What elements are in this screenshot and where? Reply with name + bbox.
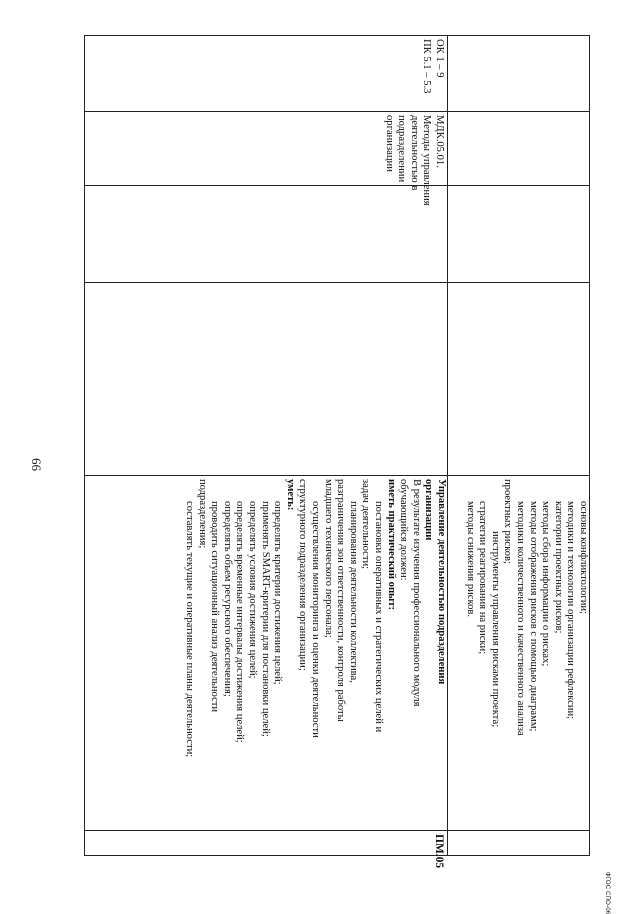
mdk-title-line: подразделении bbox=[396, 115, 408, 183]
mdk-cell bbox=[85, 112, 448, 206]
mdk-code: МДК.05.01. bbox=[434, 115, 445, 168]
empty-cell bbox=[448, 283, 590, 476]
content-line: задач деятельности; bbox=[360, 479, 372, 570]
page-number: 66 bbox=[29, 458, 44, 471]
rotated-table-container bbox=[85, 35, 590, 869]
content-line: постановки оперативных и стратегических целей и bbox=[373, 501, 385, 733]
content-line: проектных рисков; bbox=[502, 479, 514, 564]
competency-pk: ПК 5.1 – 5.3 bbox=[421, 39, 433, 94]
content-line: методики и технологии организации рефлексии; bbox=[565, 501, 577, 720]
content-line: осуществления мониторинга и оценки деятельности bbox=[310, 501, 322, 738]
content-line: структурного подразделения организации; bbox=[297, 479, 309, 671]
content-line: методы сбора информации о рисках; bbox=[540, 501, 552, 667]
content-line: проводить ситуационный анализ деятельности bbox=[209, 501, 221, 713]
module-code-cell bbox=[85, 831, 448, 869]
content-line: определять объем ресурсного обеспечения; bbox=[221, 501, 233, 697]
mdk-title-line: Методы управления bbox=[421, 115, 433, 206]
module-code-cell bbox=[448, 831, 590, 856]
content-line: составлять текущие и оперативные планы деятельности; bbox=[184, 501, 196, 758]
content-line: инструменты управления рисками проекта; bbox=[489, 531, 501, 728]
competency-ok: ОК 1 – 9 bbox=[434, 39, 445, 78]
content-line: разграничения зон ответственности, контроля работы bbox=[335, 479, 347, 722]
content-line: методы отображения рисков с помощью диаграмм; bbox=[527, 501, 539, 732]
content-line: В результате изучения профессионального модуля bbox=[410, 479, 422, 707]
content-line: младшего технического персонала; bbox=[322, 479, 334, 638]
empty-cell bbox=[85, 283, 448, 476]
content-list bbox=[463, 479, 589, 827]
competencies-cell bbox=[85, 36, 448, 112]
content-line: определять условия достижения целей; bbox=[247, 501, 259, 679]
competencies-cell bbox=[448, 36, 590, 112]
section-heading: иметь практический опыт: bbox=[385, 479, 397, 611]
content-line: стратегии реагирования на риски; bbox=[477, 501, 489, 655]
mdk-title-line: деятельностью в bbox=[408, 115, 420, 191]
section-heading: Управление деятельностью подразделения bbox=[436, 479, 447, 685]
content-line: обучающийся должен: bbox=[398, 479, 410, 581]
content-line: категории проектных рисков; bbox=[552, 501, 564, 634]
content-list bbox=[183, 479, 447, 827]
table-row bbox=[448, 36, 590, 856]
mdk-title-line: организации bbox=[383, 115, 395, 172]
empty-cell bbox=[85, 186, 448, 283]
document-footer-code: ФГОС СПО-06 bbox=[604, 872, 610, 914]
content-line: определять критерии достижения целей; bbox=[272, 501, 284, 685]
content-cell bbox=[448, 476, 590, 831]
content-cell bbox=[85, 476, 448, 831]
content-line: применять SMART-критерии для постановки целей; bbox=[259, 501, 271, 737]
content-line: определять временные интервалы достижения целей; bbox=[234, 501, 246, 743]
section-heading: уметь: bbox=[284, 479, 296, 511]
mdk-cell bbox=[448, 112, 590, 186]
content-line: методы снижения рисков. bbox=[464, 501, 476, 618]
section-heading: организации bbox=[423, 479, 435, 541]
content-line: основы конфликтологии; bbox=[578, 501, 589, 614]
table-row bbox=[85, 36, 448, 856]
empty-cell bbox=[448, 186, 590, 283]
curriculum-table bbox=[84, 35, 590, 869]
content-line: планирования деятельности коллектива, bbox=[347, 501, 359, 683]
module-code: ПМ.05 bbox=[433, 834, 445, 869]
content-line: подразделения; bbox=[196, 479, 208, 549]
content-line: методики количественного и качественного анализа bbox=[515, 501, 527, 736]
